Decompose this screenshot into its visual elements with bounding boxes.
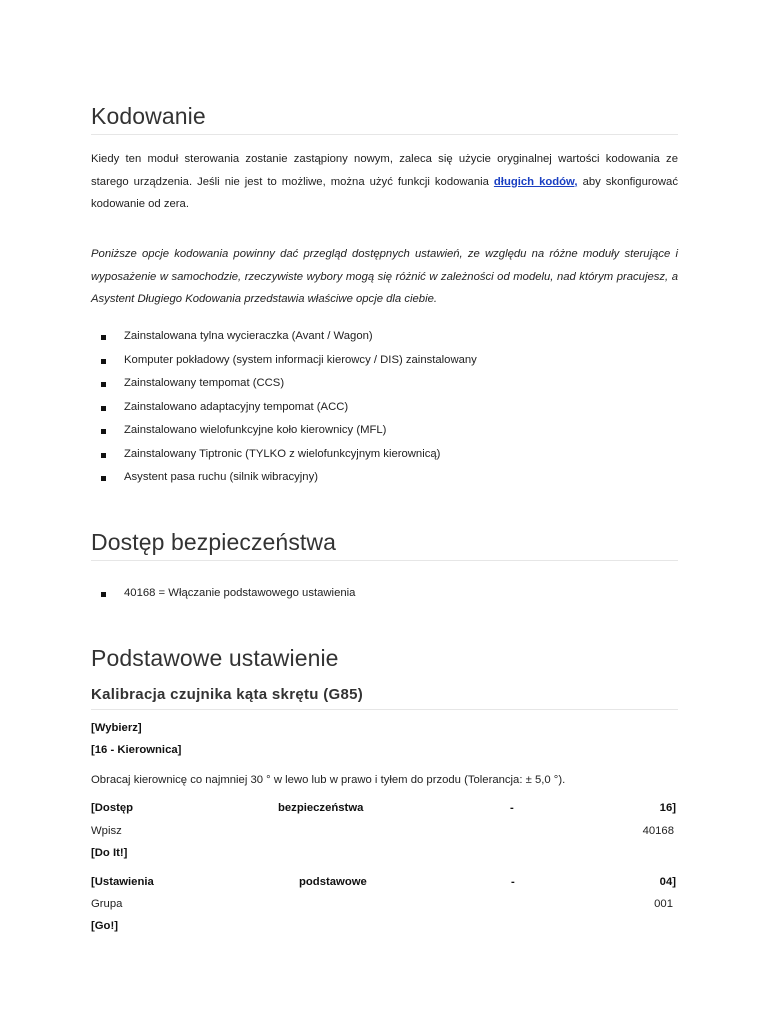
- instruction-text: Obracaj kierownicę co najmniej 30 ° w lewo lub w prawo i tyłem do przodu (Tolerancja: ± 5,0 °).: [91, 774, 566, 786]
- bullet-icon: [101, 592, 106, 597]
- list-item: 40168 = Włączanie podstawowego ustawienia: [91, 582, 678, 606]
- bullet-icon: [101, 429, 106, 434]
- bullet-icon: [101, 453, 106, 458]
- subheading-kalibracja: Kalibracja czujnika kąta skrętu (G85): [91, 686, 678, 710]
- intro-text-end: aby skonfigurować kodowanie od zera.: [91, 175, 678, 210]
- list-item: Zainstalowany tempomat (CCS): [91, 372, 678, 396]
- coding-options-list: [91, 325, 678, 490]
- list-item: Komputer pokładowy (system informacji kierowcy / DIS) zainstalowany: [91, 349, 678, 373]
- heading-dostep: Dostęp bezpieczeństwa: [91, 529, 678, 561]
- options-note-paragraph: Poniższe opcje kodowania powinny dać przegląd dostępnych ustawień, ze względu na różne moduły sterujące i wyposażenie w samochodzie, rzeczywiste wybory mogą się różnić w zależności od modelu, nad którym pracujesz, a Asystent Długiego Kodowania przedstawia właściwe opcje dla ciebie.: [91, 248, 678, 305]
- do-it-label: [Do It!]: [91, 847, 128, 859]
- long-coding-link[interactable]: długich kodów,: [493, 175, 578, 188]
- bullet-icon: [101, 359, 106, 364]
- basic-settings-row: [Ustawienia podstawowe - 04]: [91, 876, 676, 888]
- list-item: Zainstalowano wielofunkcyjne koło kierownicy (MFL): [91, 419, 678, 443]
- enter-label: Wpisz: [91, 825, 122, 837]
- bullet-icon: [101, 382, 106, 387]
- group-value: 001: [654, 898, 673, 910]
- group-label: Grupa: [91, 898, 123, 910]
- enter-value: 40168: [642, 825, 674, 837]
- security-access-list: [91, 582, 678, 606]
- list-item: Zainstalowana tylna wycieraczka (Avant / Wagon): [91, 325, 678, 349]
- heading-kodowanie: Kodowanie: [91, 103, 678, 135]
- select-label: [Wybierz]: [91, 722, 142, 734]
- bullet-icon: [101, 406, 106, 411]
- list-item: Zainstalowany Tiptronic (TYLKO z wielofunkcyjnym kierownicą): [91, 443, 678, 467]
- heading-podstawowe: Podstawowe ustawienie: [91, 645, 339, 671]
- go-label: [Go!]: [91, 920, 118, 932]
- list-item: Zainstalowano adaptacyjny tempomat (ACC): [91, 396, 678, 420]
- list-item: Asystent pasa ruchu (silnik wibracyjny): [91, 466, 678, 490]
- intro-text-start: Kiedy ten moduł sterowania zostanie zastąpiony nowym, zaleca się użycie oryginalnej wartości kodowania ze starego urządzenia. Jeśli nie jest to możliwe, można użyć funkcji kodowania: [91, 153, 678, 188]
- bullet-icon: [101, 335, 106, 340]
- select-value: [16 - Kierownica]: [91, 744, 182, 756]
- bullet-icon: [101, 476, 106, 481]
- intro-paragraph: [91, 148, 678, 216]
- access-row: [Dostęp bezpieczeństwa - 16]: [91, 802, 676, 814]
